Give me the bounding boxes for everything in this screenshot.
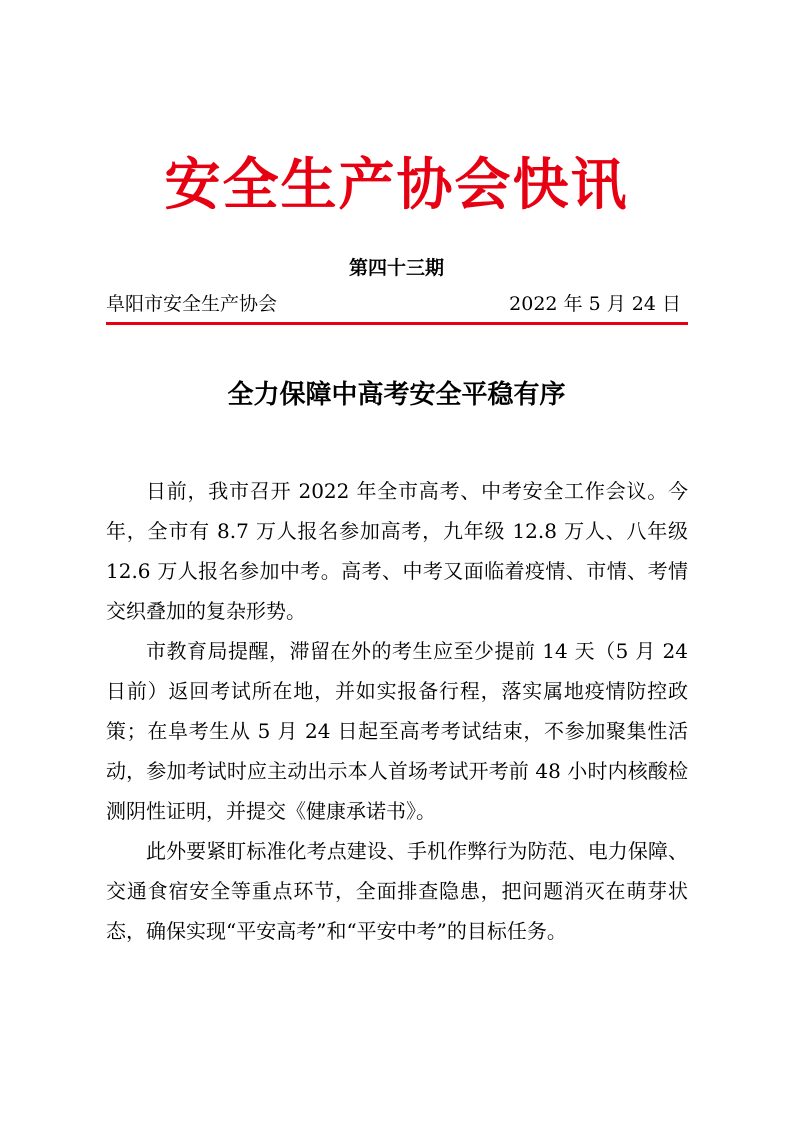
article-paragraph: 市教育局提醒，滞留在外的考生应至少提前 14 天（5 月 24 日前）返回考试所在地，并如实报备行程，落实属地疫情防控政策；在阜考生从 5 月 24 日起至高考考试结束，不参加聚集性活动，参加考试时应主动出示本人首场考试开考前 48 小时内核酸检测阴性证明，并提交《健康承诺书》。 [106,639,688,823]
article-body [106,471,688,951]
issue-date: 2022 年 5 月 24 日 [509,293,681,315]
article-paragraph: 日前，我市召开 2022 年全市高考、中考安全工作会议。今年，全市有 8.7 万人报名参加高考，九年级 12.8 万人、八年级 12.6 万人报名参加中考。高考、中考又面临着疫情、市情、考情交织叠加的复杂形势。 [106,479,688,623]
masthead-divider [106,322,688,325]
organization-name: 阜阳市安全生产协会 [106,293,278,315]
article-title: 全力保障中高考安全平稳有序 [227,380,566,410]
issue-number: 第四十三期 [348,257,444,279]
masthead-title: 安全生产协会快讯 [164,152,629,218]
article-paragraph: 此外要紧盯标准化考点建设、手机作弊行为防范、电力保障、交通食宿安全等重点环节，全面排查隐患，把问题消灭在萌芽状态，确保实现“平安高考”和“平安中考”的目标任务。 [106,839,688,943]
